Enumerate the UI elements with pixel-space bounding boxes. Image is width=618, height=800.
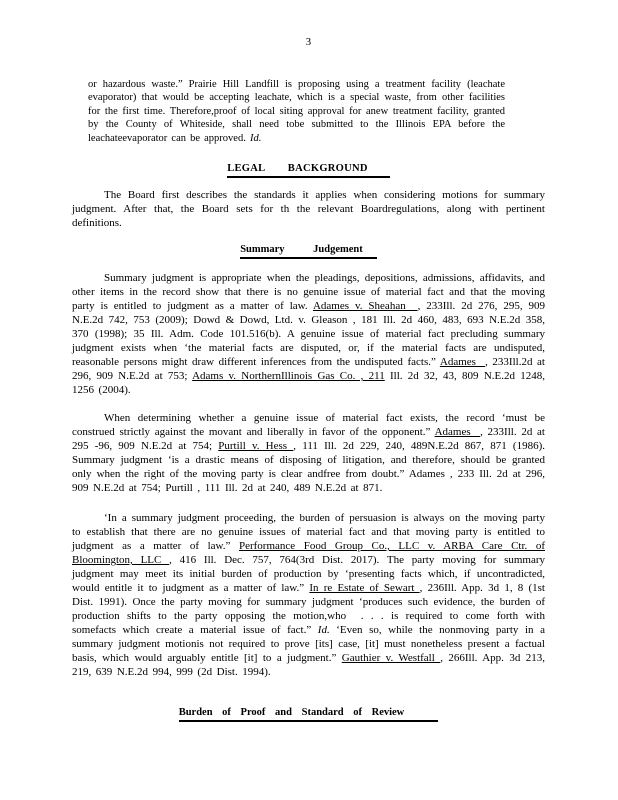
text-segment: , 233Ill. 2d at 295 -96, 909 N.E.2d at 754; (72, 426, 545, 453)
text-segment: ‘Even so, while the nonmoving party in a summary judgment motionis not required to prove [its] case, [it] must nonetheless present a factual basis, which would arguably entitle [it] to a judgment.” (72, 624, 545, 665)
text-segment: In re Estate of Sewart (309, 582, 420, 595)
paragraph-burden-of-persuasion (72, 511, 545, 679)
heading-legal-background-label: LEGAL BACKGROUND (227, 162, 390, 178)
heading-summary-judgement (72, 243, 545, 259)
text-segment: , 236Ill. App. 3d 1, 8 (1st Dist. 1991). Once the party moving for summary judgment ‘produces such evidence, the burden of production shifts to the party opposing the motion,who . . . is required to come forth with somefacts which create a material issue of fact.” (72, 582, 545, 637)
text-segment: The Board first describes the standards it applies when considering motions for summary judgment. After that, the Board sets for th the relevant Boardregulations, along with pertinent definitions. (72, 189, 545, 230)
paragraph-summary-judgment-standard (72, 271, 545, 397)
page-number: 3 (305, 36, 312, 48)
heading-legal-background (72, 162, 545, 178)
paragraph-board-intro (72, 188, 545, 230)
text-segment: Adames (434, 426, 481, 439)
text-segment: ‘In a summary judgment proceeding, the burden of persuasion is always on the moving party to establish that there are no genuine issues of material fact and that moving party is entitled to judgment as a matter of law.” (72, 512, 545, 553)
text-segment: Ill. 2d 32, 43, 809 N.E.2d 1248, 1256 (2004). (72, 370, 545, 397)
text-segment: Id. (249, 132, 262, 144)
blockquote-leachate (88, 78, 505, 145)
text-segment: Summary judgment is appropriate when the pleadings, depositions, admissions, affidavits, and other items in the record show that there is no genuine issue of material fact and that the moving party is entitled to judgment as a matter of law. (72, 272, 545, 313)
heading-burden-of-proof-label: Burden of Proof and Standard of Review (179, 706, 439, 722)
text-segment: Performance Food Group Co., LLC v. ARBA Care Ctr. of Bloomington, LLC (72, 540, 545, 567)
text-segment: Gauthier v. Westfall (341, 652, 441, 665)
heading-burden-of-proof (72, 706, 545, 722)
text-segment: Adames v. Sheahan (312, 300, 418, 313)
text-segment: Adams v. NorthernIllinois Gas Co. , 211 (192, 370, 385, 383)
text-segment: , 266Ill. App. 3d 213, 219, 639 N.E.2d 994, 999 (2d Dist. 1994). (72, 652, 546, 679)
text-segment: , 416 Ill. Dec. 757, 764(3rd Dist. 2017). The party moving for summary judgment may meet its initial burden of production by ‘presenting facts which, if uncontradicted, would entitle it to judgment as a matter of law.” (72, 554, 546, 595)
paragraph-genuine-issue (72, 411, 545, 495)
text-segment: or hazardous waste.” Prairie Hill Landfill is proposing using a treatment facility (leachate evaporator) that would be accepting leachate, which is a special waste, from other facilities for the first time. Therefore,proof of local siting approval for anew treatment facility, granted by the County of Whiteside, shall need tobe submitted to the Illinois EPA before the leachateevaporator can be approved. (88, 79, 505, 144)
heading-summary-judgement-label: Summary Judgement (240, 243, 377, 259)
text-segment: When determining whether a genuine issue of material fact exists, the record ‘must be construed strictly against the movant and liberally in favor of the opponent.” (72, 412, 545, 439)
text-segment: , 111 Ill. 2d 229, 240, 489N.E.2d 867, 871 (1986). Summary judgment ‘is a drastic means of disposing of litigation, and therefore, should be granted only when the right of the moving party is clear andfree from doubt.” Adames , 233 Ill. 2d at 296, 909 N.E.2d at 754; Purtill , 111 Ill. 2d at 240, 489 N.E.2d at 871. (72, 440, 545, 495)
text-segment: , 233Ill. 2d 276, 295, 909 N.E.2d 742, 753 (2009); Dowd & Dowd, Ltd. v. Gleason , 181 Ill. 2d 460, 483, 693 N.E.2d 358, 370 (1998); 35 Ill. Adm. Code 101.516(b). A genuine issue of material fact precluding summary judgment exists when ‘the material facts are disputed, or, if the material facts are undisputed, reasonable persons might draw different inferences from the undisputed facts.” (72, 300, 545, 369)
text-segment: , 233Ill.2d at 296, 909 N.E.2d at 753; (72, 356, 545, 383)
text-segment: Purtill v. Hess (218, 440, 294, 453)
text-segment: Adames (439, 356, 486, 369)
text-segment: Id. (317, 624, 330, 637)
